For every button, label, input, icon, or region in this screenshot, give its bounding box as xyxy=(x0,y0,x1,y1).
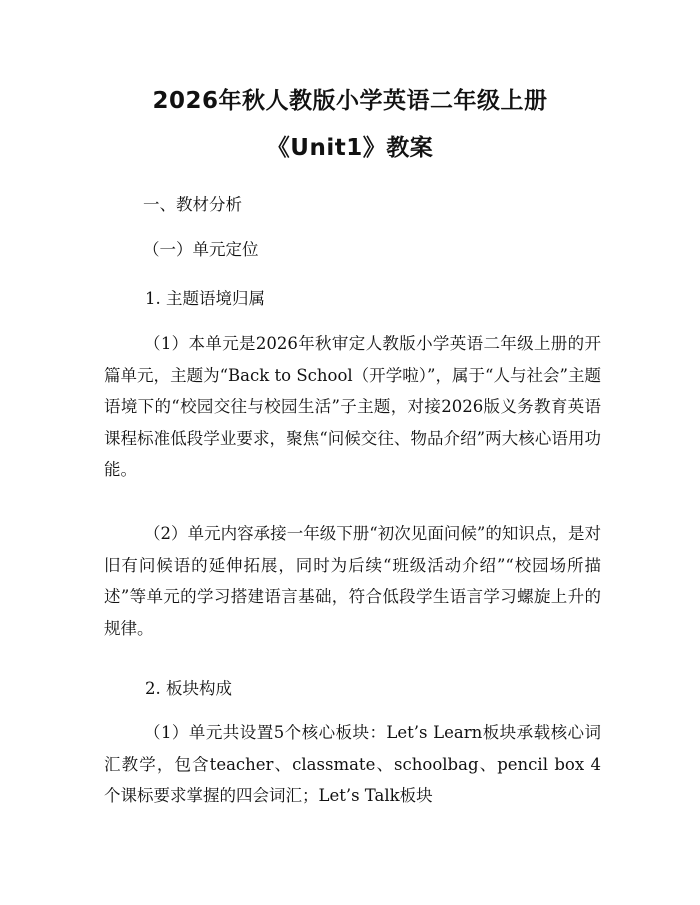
point-heading-structure: 2. 板块构成 xyxy=(145,679,232,698)
paragraph-structure-1: （1）单元共设置5个核心板块：Let’s Learn板块承载核心词汇教学，包含teacher、classmate、schoolbag、pencil box 4个课标要求掌握的四会词汇；Let’s Talk板块 xyxy=(104,723,601,805)
document-title-line-1: 2026年秋人教版小学英语二年级上册 xyxy=(152,88,548,114)
point-heading-theme: 1. 主题语境归属 xyxy=(145,289,265,308)
paragraph-theme-2: （2）单元内容承接一年级下册“初次见面问候”的知识点，是对旧有问候语的延伸拓展，同时为后续“班级活动介绍”“校园场所描述”等单元的学习搭建语言基础，符合低段学生语言学习螺旋上升的规律。 xyxy=(104,524,601,638)
subsection-heading: （一）单元定位 xyxy=(143,240,259,259)
section-heading: 一、教材分析 xyxy=(143,195,242,214)
document-title-line-2: 《Unit1》教案 xyxy=(266,135,434,161)
paragraph-theme-1: （1）本单元是2026年秋审定人教版小学英语二年级上册的开篇单元，主题为“Back to School（开学啦）”，属于“人与社会”主题语境下的“校园交往与校园生活”子主题，对接2026版义务教育英语课程标准低段学业要求，聚焦“问候交往、物品介绍”两大核心语用功能。 xyxy=(104,334,601,479)
